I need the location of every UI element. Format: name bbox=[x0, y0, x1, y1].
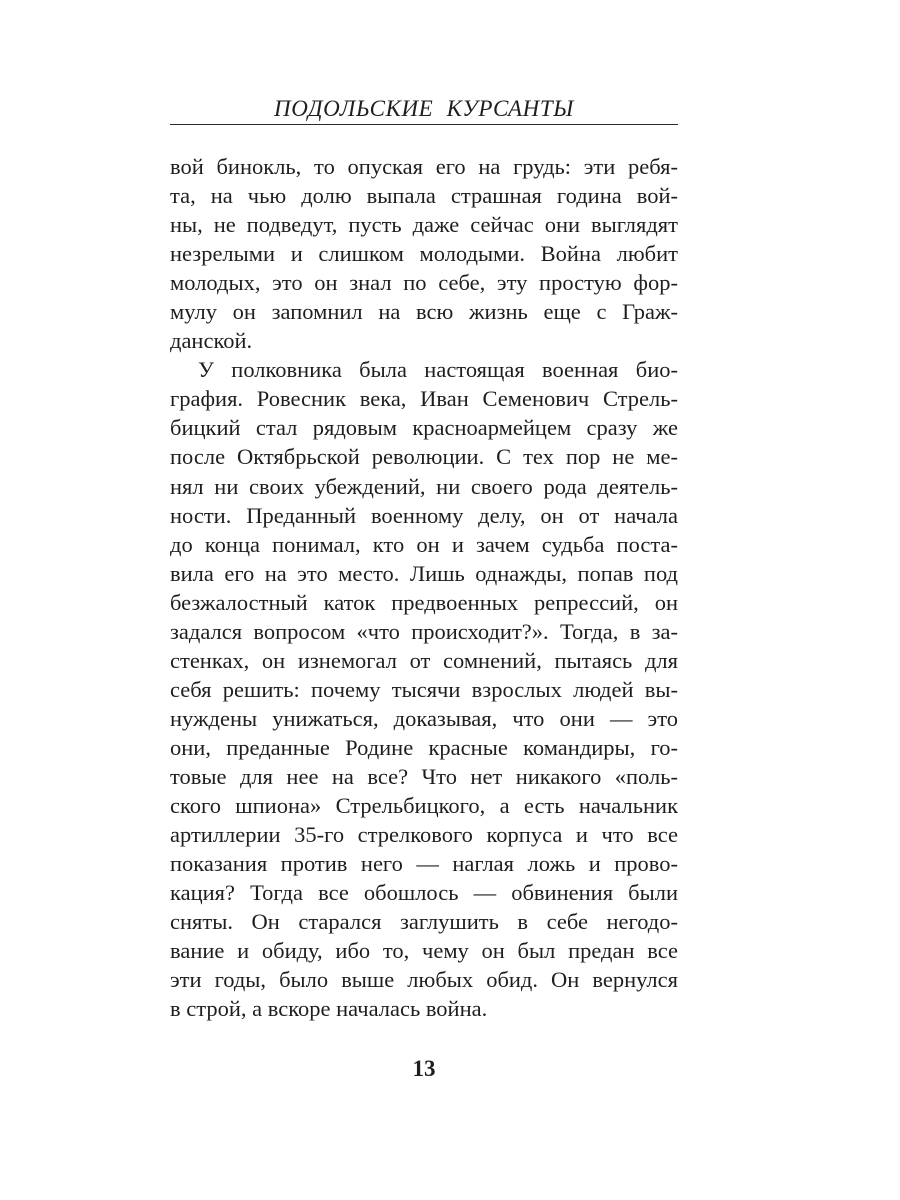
text-line: ны, не подведут, пусть даже сейчас они выглядят bbox=[170, 212, 678, 238]
text-line: нял ни своих убеждений, ни своего рода деятель- bbox=[170, 473, 678, 499]
text-line: эти годы, было выше любых обид. Он вернулся bbox=[170, 967, 678, 993]
text-line: бицкий стал рядовым красноармейцем сразу же bbox=[170, 415, 678, 441]
text-line: У полковника была настоящая военная био- bbox=[198, 357, 678, 383]
text-line: стенках, он изнемогал от сомнений, пытаясь для bbox=[170, 647, 678, 673]
text-line: показания против него — наглая ложь и прово- bbox=[170, 851, 678, 877]
running-head-title: ПОДОЛЬСКИЕ КУРСАНТЫ bbox=[274, 96, 574, 121]
body-text bbox=[170, 152, 678, 1023]
text-line: ности. Преданный военному делу, он от начала bbox=[170, 502, 678, 528]
text-line: безжалостный каток предвоенных репрессий, он bbox=[170, 589, 678, 615]
text-line: сняты. Он старался заглушить в себе негодо- bbox=[170, 909, 678, 935]
text-line: до конца понимал, кто он и зачем судьба поста- bbox=[170, 531, 678, 557]
text-line: себя решить: почему тысячи взрослых людей вы- bbox=[170, 676, 678, 702]
text-line: товые для нее на все? Что нет никакого «поль- bbox=[170, 763, 678, 789]
text-line: ского шпиона» Стрельбицкого, а есть начальник bbox=[170, 793, 678, 819]
text-line: вила его на это место. Лишь однажды, попав под bbox=[170, 560, 678, 586]
text-line: графия. Ровесник века, Иван Семенович Стрель- bbox=[170, 386, 678, 412]
text-line: кация? Тогда все обошлось — обвинения были bbox=[170, 880, 678, 906]
text-line: вой бинокль, то опуская его на грудь: эти ребя- bbox=[170, 154, 678, 179]
paragraph bbox=[170, 355, 678, 1023]
text-line: они, преданные Родине красные командиры, го- bbox=[170, 734, 678, 760]
text-line: незрелыми и слишком молодыми. Война любит bbox=[170, 241, 678, 267]
text-line: после Октябрьской революции. С тех пор не ме- bbox=[170, 444, 678, 470]
text-line: вание и обиду, ибо то, чему он был предан все bbox=[170, 938, 678, 964]
running-head bbox=[170, 90, 678, 125]
text-line: данской. bbox=[170, 328, 253, 354]
text-line: молодых, это он знал по себе, эту простую фор- bbox=[170, 270, 678, 296]
text-line: артиллерии 35-го стрелкового корпуса и что все bbox=[170, 822, 678, 848]
text-line: мулу он запомнил на всю жизнь еще с Граж- bbox=[170, 299, 678, 325]
text-line: нуждены унижаться, доказывая, что они — это bbox=[170, 705, 678, 731]
text-line: та, на чью долю выпала страшная година вой- bbox=[170, 183, 678, 209]
text-line: задался вопросом «что происходит?». Тогда, в за- bbox=[170, 618, 678, 644]
paragraph bbox=[170, 152, 678, 355]
page-number: 13 bbox=[412, 1056, 436, 1081]
text-line: в строй, а вскоре началась война. bbox=[170, 996, 488, 1022]
